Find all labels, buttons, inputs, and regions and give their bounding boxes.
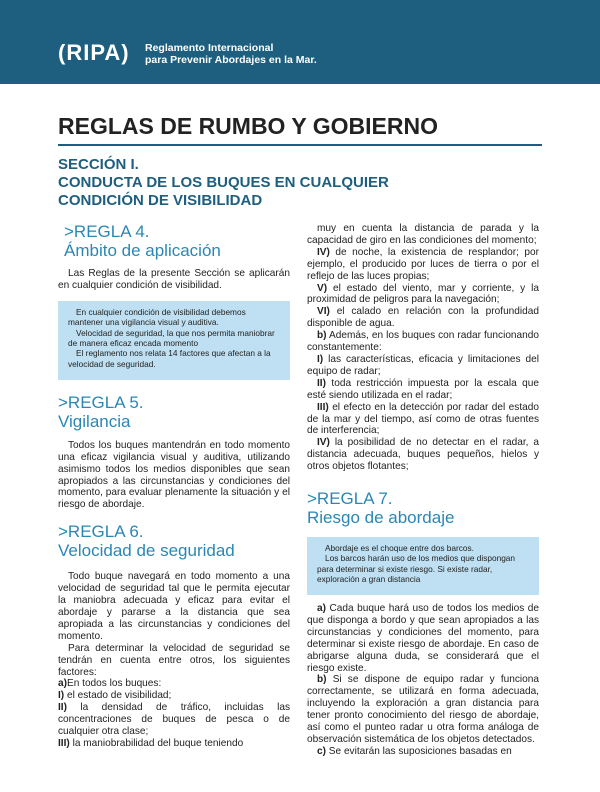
regla4-body: Las Reglas de la presente Sección se aplicarán en cualquier condición de visibilidad. [58,268,290,291]
header-abbreviation: (RIPA) [58,40,130,65]
list-item: II) toda restricción impuesta por la escala que esté siendo utilizada en el radar; [307,377,539,401]
regla4-note: En cualquier condición de visibilidad debemos mantener una vigilancia visual y auditiva. Velocidad de seguridad, la que nos permita maniobrar de manera eficaz encada momento El reglamento nos relata 14 factores que afectan a la velocidad de seguridad. [58,301,290,380]
regla6-paragraph-1: Todo buque navegará en todo momento a una velocidad de seguridad tal que le permita ejecutar la maniobra adecuada y eficaz para evitar el abordaje y pararse a la distancia que sea apropiada a las circunstancias y condiciones del momento. [58,571,290,642]
list-item: VI) el calado en relación con la profundidad disponible de agua. [307,306,539,330]
list-item: IV) de noche, la existencia de resplandor; por ejemplo, el producido por luces de tierra o por el reflejo de las luces propias; [307,246,539,282]
section-title: SECCIÓN I. CONDUCTA DE LOS BUQUES EN CUALQUIER CONDICIÓN DE VISIBILIDAD [58,156,389,209]
regla6-heading: >REGLA 6. Velocidad de seguridad [58,522,235,561]
left-column [58,222,290,750]
list-item: III) la maniobrabilidad del buque teniendo [58,737,244,749]
page-title: REGLAS DE RUMBO Y GOBIERNO [58,113,438,139]
list-item: III) el efecto en la detección por radar del estado de la mar y del tiempo, así como de otras fuentes de interferencia; [307,401,539,437]
page-header [0,0,600,84]
regla5-heading: >REGLA 5. Vigilancia [58,392,144,431]
regla6-item-b: b) Además, en los buques con radar funcionando constantemente: [307,330,540,354]
regla6-item-a: a)En todos los buques: [58,678,162,690]
list-item: II) la densidad de tráfico, incluidas las concentraciones de buques de pesca o de cualquier otra clase; [58,702,290,738]
list-item: I) el estado de visibilidad; [58,690,172,702]
regla7-item-c: c) Se evitarán las suposiciones basadas en [317,745,512,757]
regla7-heading: >REGLA 7. Riesgo de abordaje [307,489,455,528]
list-item: IV) la posibilidad de no detectar en el radar, a distancia adecuada, buques pequeños, hielos y otros objetos flotantes; [307,437,539,473]
list-item: V) el estado del viento, mar y corriente, y la proximidad de peligros para la navegación; [307,282,539,306]
regla7-item-a: a) Cada buque hará uso de todos los medios de que disponga a bordo y que sean apropiados a las circunstancias y condiciones del momento, para determinar si existe riesgo de abordaje. En caso de abrigarse alguna duda, se considerará que el riesgo existe. [307,603,539,674]
regla5-body: Todos los buques mantendrán en todo momento una eficaz vigilancia visual y auditiva, utilizando asimismo todos los medios disponibles que sean apropiados a las circunstancias y condiciones del momento, para evaluar plenamente la situación y el riesgo de abordaje. [58,439,290,511]
regla7-item-b: b) Si se dispone de equipo radar y funciona correctamente, se utilizará en forma adecuada, incluyendo la exploración a gran distancia para tener pronto conocimiento del riesgo de abordaje, así como el punteo radar u otra forma análoga de observación sistemática de los objetos detectados. [307,674,540,745]
regla7-note: Abordaje es el choque entre dos barcos. Los barcos harán uso de los medios que dispongan para determinar si existe riesgo. Si existe radar, exploración a gran distancia [307,537,539,595]
regla6-continuation: muy en cuenta la distancia de parada y la capacidad de giro en las condiciones del momento; [307,223,539,246]
header-full-name: Reglamento Internacional para Prevenir Abordajes en la Mar. [145,42,317,66]
title-divider [58,144,542,146]
list-item: I) las características, eficacia y limitaciones del equipo de radar; [307,353,539,377]
regla6-paragraph-2: Para determinar la velocidad de seguridad se tendrán en cuenta entre otros, los siguientes factores: [58,642,290,678]
right-column [307,223,539,758]
regla4-heading: >REGLA 4. Ámbito de aplicación [64,222,221,260]
